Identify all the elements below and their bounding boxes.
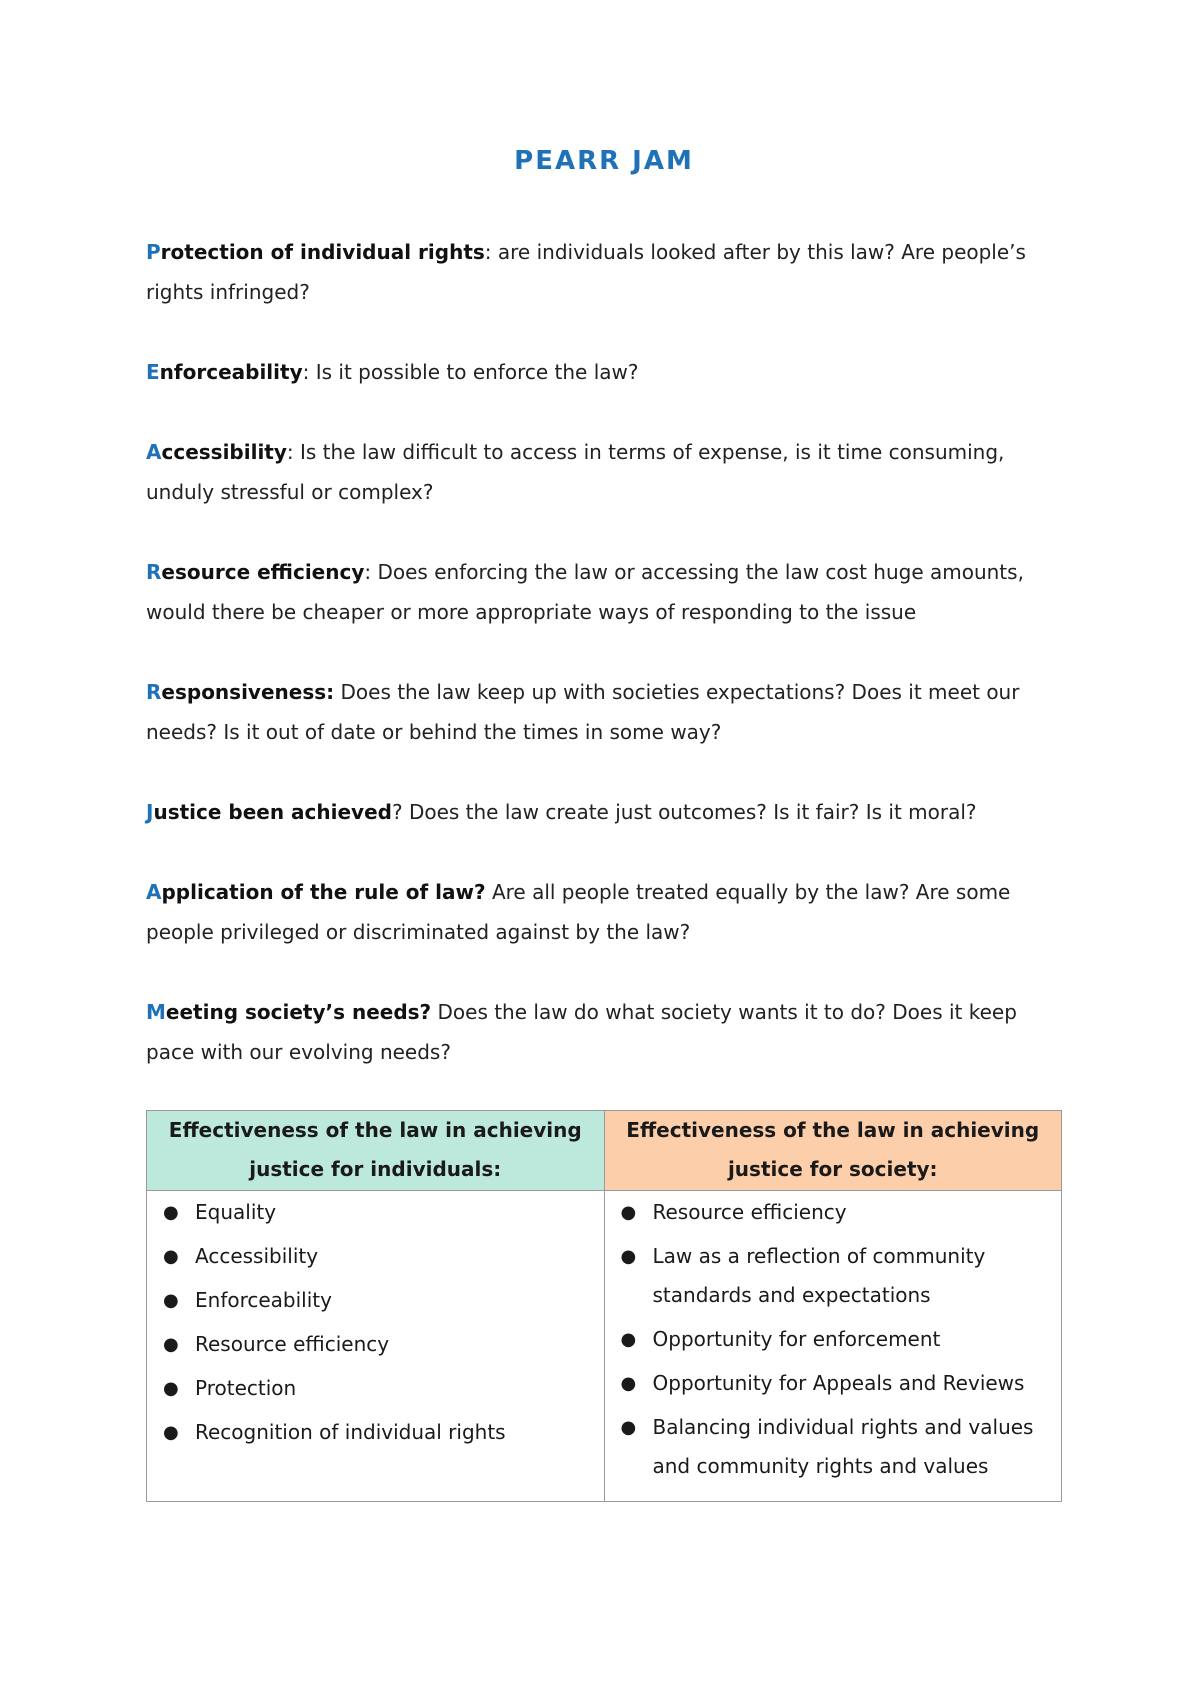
list-item-text: Balancing individual rights and values and community rights and values — [652, 1415, 1034, 1478]
criterion-initial: E — [146, 360, 160, 384]
list-item — [615, 1364, 1052, 1403]
bullet-icon: ● — [620, 1246, 637, 1267]
list-item — [157, 1193, 594, 1232]
list-item-text: Enforceability — [195, 1288, 332, 1312]
page-title: PEARR JAM — [514, 146, 694, 176]
list-item — [157, 1369, 594, 1408]
list-item — [615, 1408, 1052, 1486]
header-individuals: Effectiveness of the law in achieving justice for individuals: — [147, 1111, 605, 1191]
criterion-description: ? Does the law create just outcomes? Is it fair? Is it moral? — [391, 800, 977, 824]
criterion-protection — [146, 232, 1062, 312]
criterion-term: eeting society’s needs? — [165, 1000, 432, 1024]
criterion-initial: J — [146, 800, 154, 824]
individuals-list — [157, 1193, 594, 1452]
bullet-icon: ● — [620, 1202, 637, 1223]
list-item-text: Equality — [195, 1200, 277, 1224]
criterion-initial: R — [146, 680, 162, 704]
criterion-initial: A — [146, 440, 162, 464]
bullet-icon: ● — [163, 1378, 179, 1399]
list-item-text: Resource efficiency — [195, 1332, 390, 1356]
criterion-society-needs — [146, 992, 1062, 1072]
criterion-description: : are individuals looked after by this law? Are people’s rights infringed? — [146, 240, 1026, 304]
society-cell — [604, 1191, 1062, 1502]
criterion-description: : Is the law difficult to access in terms of expense, is it time consuming, unduly stressful or complex? — [146, 440, 1005, 504]
criterion-initial: P — [146, 240, 161, 264]
table-row — [147, 1191, 1062, 1502]
criterion-term: esponsiveness: — [161, 680, 335, 704]
bullet-icon: ● — [163, 1202, 179, 1223]
list-item — [615, 1320, 1052, 1359]
list-item-text: Protection — [195, 1376, 297, 1400]
criterion-description: : Is it possible to enforce the law? — [302, 360, 639, 384]
list-item — [157, 1413, 594, 1452]
criterion-description: Does the law keep up with societies expectations? Does it meet our needs? Is it out of date or behind the times in some way? — [146, 680, 1020, 744]
list-item — [157, 1281, 594, 1320]
list-item-text: Accessibility — [195, 1244, 319, 1268]
list-item-text: Law as a reflection of community standards and expectations — [652, 1244, 986, 1307]
criterion-term: esource efficiency — [161, 560, 365, 584]
criterion-justice — [146, 792, 1062, 832]
criterion-enforceability — [146, 352, 1062, 392]
effectiveness-table — [146, 1110, 1062, 1502]
list-item — [157, 1325, 594, 1364]
criterion-initial: M — [146, 1000, 166, 1024]
header-society: Effectiveness of the law in achieving justice for society: — [604, 1111, 1062, 1191]
bullet-icon: ● — [620, 1373, 637, 1394]
bullet-icon: ● — [620, 1329, 637, 1350]
criterion-resource-efficiency — [146, 552, 1062, 632]
criterion-responsiveness — [146, 672, 1062, 752]
criterion-term: rotection of individual rights — [160, 240, 485, 264]
list-item — [615, 1237, 1052, 1315]
criterion-rule-of-law — [146, 872, 1062, 952]
list-item — [157, 1237, 594, 1276]
list-item-text: Resource efficiency — [652, 1200, 847, 1224]
list-item-text: Opportunity for enforcement — [652, 1327, 941, 1351]
bullet-icon: ● — [163, 1422, 179, 1443]
bullet-icon: ● — [620, 1417, 637, 1438]
criterion-description: Does the law do what society wants it to do? Does it keep pace with our evolving needs? — [146, 1000, 1017, 1064]
criterion-initial: A — [146, 880, 162, 904]
criterion-term: ustice been achieved — [153, 800, 392, 824]
criterion-term: ccessibility — [161, 440, 287, 464]
table-header-row — [147, 1111, 1062, 1191]
society-list — [615, 1193, 1052, 1486]
criterion-description: Are all people treated equally by the law? Are some people privileged or discriminated against by the law? — [146, 880, 1011, 944]
bullet-icon: ● — [163, 1246, 179, 1267]
criterion-initial: R — [146, 560, 162, 584]
bullet-icon: ● — [163, 1290, 179, 1311]
bullet-icon: ● — [163, 1334, 179, 1355]
criterion-term: nforceability — [159, 360, 303, 384]
criterion-description: : Does enforcing the law or accessing the law cost huge amounts, would there be cheaper or more appropriate ways of responding to the issue — [146, 560, 1024, 624]
list-item-text: Opportunity for Appeals and Reviews — [652, 1371, 1025, 1395]
list-item-text: Recognition of individual rights — [195, 1420, 506, 1444]
criteria-list — [146, 232, 1062, 1112]
list-item — [615, 1193, 1052, 1232]
individuals-cell — [147, 1191, 605, 1502]
criterion-accessibility — [146, 432, 1062, 512]
criterion-term: pplication of the rule of law? — [161, 880, 486, 904]
